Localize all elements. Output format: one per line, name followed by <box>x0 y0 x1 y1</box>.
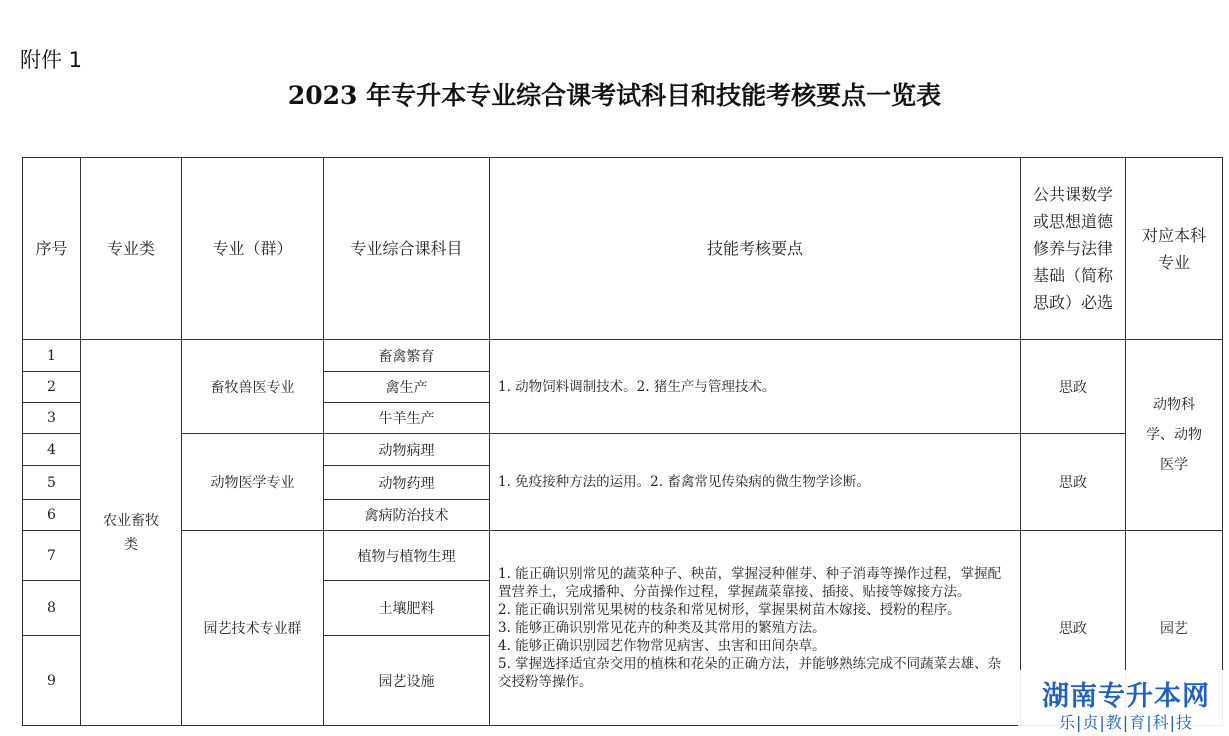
skills-cell <box>490 340 1021 434</box>
course-cell: 禽生产 <box>324 372 490 403</box>
seq-cell: 4 <box>23 434 81 466</box>
header-category: 专业类 <box>81 158 182 340</box>
header-skills: 技能考核要点 <box>490 158 1021 340</box>
table-row <box>23 434 1223 466</box>
header-seq: 序号 <box>23 158 81 340</box>
header-undergrad-major: 对应本科专业 <box>1126 158 1223 340</box>
major-cell: 畜牧兽医专业 <box>182 340 324 434</box>
course-cell: 植物与植物生理 <box>324 531 490 581</box>
course-cell: 牛羊生产 <box>324 403 490 434</box>
course-cell: 畜禽繁育 <box>324 340 490 372</box>
major-cell: 园艺技术专业群 <box>182 531 324 726</box>
skill-item: 1. 免疫接种方法的运用。2. 畜禽常见传染病的微生物学诊断。 <box>498 474 870 490</box>
course-cell: 土壤肥料 <box>324 581 490 636</box>
skill-item: 4. 能够正确识别园艺作物常见病害、虫害和田间杂草。 <box>498 638 826 654</box>
exam-subjects-table <box>22 157 1223 726</box>
skills-cell <box>490 434 1021 531</box>
skill-item: 1. 动物饲料调制技术。2. 猪生产与管理技术。 <box>498 378 776 395</box>
seq-cell: 2 <box>23 372 81 403</box>
header-major-group: 专业（群） <box>182 158 324 340</box>
course-cell: 禽病防治技术 <box>324 500 490 531</box>
undergrad-major-cell: 园艺 <box>1126 531 1223 726</box>
undergrad-major-cell: 动物科学、动物医学 <box>1126 340 1223 531</box>
public-course-cell: 思政 <box>1021 434 1126 531</box>
skill-item: 3. 能够正确识别常见花卉的种类及其常用的繁殖方法。 <box>498 620 826 636</box>
seq-cell: 1 <box>23 340 81 372</box>
course-cell: 园艺设施 <box>324 636 490 726</box>
table-row <box>23 340 1223 372</box>
header-course: 专业综合课科目 <box>324 158 490 340</box>
watermark-logo: 湖南专升本网 <box>1042 681 1210 712</box>
seq-cell: 8 <box>23 581 81 636</box>
public-course-cell: 思政 <box>1021 340 1126 434</box>
seq-cell: 7 <box>23 531 81 581</box>
seq-cell: 6 <box>23 500 81 531</box>
skill-item: 1. 能正确识别常见的蔬菜种子、秧苗，掌握浸种催芽、种子消毒等操作过程，掌握配置营养土，完成播种、分苗操作过程，掌握蔬菜靠接、插接、贴接等嫁接方法。 <box>498 566 1002 600</box>
skills-cell <box>490 531 1021 726</box>
seq-cell: 5 <box>23 466 81 500</box>
course-cell: 动物药理 <box>324 466 490 500</box>
seq-cell: 9 <box>23 636 81 726</box>
page-title: 2023 年专升本专业综合课考试科目和技能考核要点一览表 <box>287 81 942 110</box>
skill-item: 5. 掌握选择适宜杂交用的植株和花朵的正确方法，并能够熟练完成不同蔬菜去雄、杂交授粉等操作。 <box>498 656 1002 690</box>
table-row <box>23 531 1223 581</box>
course-cell: 动物病理 <box>324 434 490 466</box>
header-public-course: 公共课数学或思想道德修养与法律基础（简称思政）必选 <box>1021 158 1126 340</box>
major-cell: 动物医学专业 <box>182 434 324 531</box>
attachment-label: 附件 1 <box>20 48 83 72</box>
public-course-cell: 思政 <box>1021 531 1126 726</box>
category-cell: 农业畜牧类 <box>81 340 182 726</box>
seq-cell: 3 <box>23 403 81 434</box>
skill-item: 2. 能正确识别常见果树的枝条和常见树形，掌握果树苗木嫁接、授粉的程序。 <box>498 602 961 618</box>
header-row <box>23 158 1223 340</box>
watermark-subtitle: 乐|贞|教|育|科|技 <box>1059 713 1193 732</box>
